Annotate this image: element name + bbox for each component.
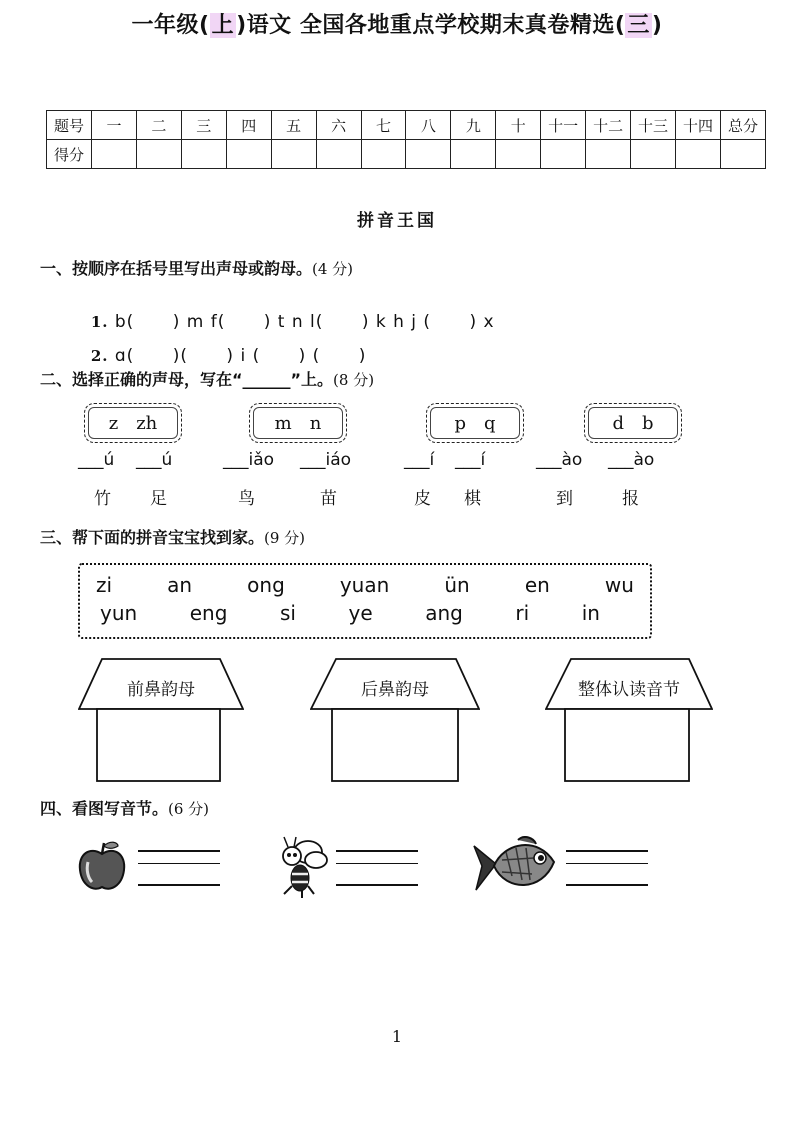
hanzi-char: 报 bbox=[622, 489, 639, 509]
pinyin-item[interactable]: an bbox=[167, 573, 193, 597]
row-label-number: 题号 bbox=[47, 111, 92, 140]
bee-icon bbox=[272, 834, 332, 900]
question-4-title: 四、看图写音节。(6 分) bbox=[40, 799, 210, 818]
answer-lines[interactable] bbox=[566, 850, 648, 886]
question-1-line-1: 1. b( ) m f( ) t n l( ) k h j ( ) x bbox=[90, 312, 495, 332]
hanzi-char: 鸟 bbox=[238, 489, 255, 509]
col-header: 五 bbox=[271, 111, 316, 140]
pinyin-item[interactable]: ün bbox=[444, 573, 470, 597]
score-cell[interactable] bbox=[181, 140, 226, 169]
hanzi-char: 竹 bbox=[94, 489, 111, 509]
blank-answer[interactable]: ___ào bbox=[608, 450, 655, 470]
option-scroll: d b bbox=[584, 403, 682, 443]
col-header: 四 bbox=[226, 111, 271, 140]
pinyin-box bbox=[78, 563, 652, 639]
score-cell[interactable] bbox=[720, 140, 765, 169]
pinyin-item[interactable]: zi bbox=[96, 573, 113, 597]
pinyin-item[interactable]: ang bbox=[425, 601, 463, 625]
score-table bbox=[46, 110, 766, 169]
pinyin-row-2 bbox=[100, 601, 600, 625]
col-header: 十三 bbox=[631, 111, 676, 140]
pinyin-item[interactable]: ong bbox=[247, 573, 285, 597]
pinyin-row-1 bbox=[96, 573, 634, 597]
question-2-title: 二、选择正确的声母，写在“______”上。(8 分) bbox=[40, 370, 375, 389]
blank-answer[interactable]: ___ú bbox=[78, 450, 115, 470]
house-label: 后鼻韵母 bbox=[361, 680, 429, 700]
answer-lines[interactable] bbox=[336, 850, 418, 886]
pinyin-item[interactable]: eng bbox=[189, 601, 228, 625]
blank-answer[interactable]: ___ào bbox=[536, 450, 583, 470]
house-label: 整体认读音节 bbox=[578, 680, 680, 700]
score-cell[interactable] bbox=[631, 140, 676, 169]
col-header: 总分 bbox=[720, 111, 765, 140]
score-table-header-row bbox=[47, 111, 766, 140]
score-cell[interactable] bbox=[406, 140, 451, 169]
score-cell[interactable] bbox=[675, 140, 720, 169]
blank-answer[interactable]: ___iáo bbox=[300, 450, 352, 470]
house-label: 前鼻韵母 bbox=[127, 680, 195, 700]
pinyin-item[interactable]: wu bbox=[604, 573, 634, 597]
page-title: 一年级(上)语文 全国各地重点学校期末真卷精选(三) bbox=[131, 13, 663, 38]
section-title: 拼音王国 bbox=[357, 211, 437, 231]
col-header: 八 bbox=[406, 111, 451, 140]
pinyin-item[interactable]: in bbox=[581, 601, 600, 625]
question-1-line-2: 2. ɑ( )( ) i ( ) ( ) bbox=[90, 346, 367, 366]
col-header: 二 bbox=[136, 111, 181, 140]
col-header: 十四 bbox=[675, 111, 720, 140]
col-header: 十一 bbox=[541, 111, 586, 140]
question-3-title: 三、帮下面的拼音宝宝找到家。(9 分) bbox=[40, 528, 306, 547]
pinyin-item[interactable]: en bbox=[524, 573, 550, 597]
pinyin-item[interactable]: yun bbox=[100, 601, 138, 625]
score-cell[interactable] bbox=[496, 140, 541, 169]
hanzi-char: 苗 bbox=[320, 489, 337, 509]
house-front-nasal[interactable] bbox=[78, 657, 244, 782]
blank-answer[interactable]: ___iǎo bbox=[223, 450, 275, 470]
col-header: 十 bbox=[496, 111, 541, 140]
hanzi-char: 到 bbox=[556, 489, 573, 509]
score-cell[interactable] bbox=[92, 140, 137, 169]
option-scroll: p q bbox=[426, 403, 524, 443]
blank-answer[interactable]: ___ú bbox=[136, 450, 173, 470]
pinyin-item[interactable]: yuan bbox=[339, 573, 390, 597]
col-header: 六 bbox=[316, 111, 361, 140]
col-header: 十二 bbox=[586, 111, 631, 140]
col-header: 三 bbox=[181, 111, 226, 140]
col-header: 一 bbox=[92, 111, 137, 140]
house-back-nasal[interactable] bbox=[310, 657, 480, 782]
apple-icon bbox=[76, 840, 128, 892]
row-label-score: 得分 bbox=[47, 140, 92, 169]
score-cell[interactable] bbox=[586, 140, 631, 169]
hanzi-char: 皮 bbox=[414, 489, 431, 509]
score-cell[interactable] bbox=[136, 140, 181, 169]
pinyin-item[interactable]: si bbox=[279, 601, 296, 625]
score-cell[interactable] bbox=[271, 140, 316, 169]
hanzi-char: 足 bbox=[150, 489, 167, 509]
house-whole-syllable[interactable] bbox=[545, 657, 713, 782]
answer-lines[interactable] bbox=[138, 850, 220, 886]
fish-icon bbox=[472, 836, 558, 896]
page-number: 1 bbox=[391, 1027, 403, 1046]
score-table-score-row bbox=[47, 140, 766, 169]
score-cell[interactable] bbox=[316, 140, 361, 169]
option-scroll: z zh bbox=[84, 403, 182, 443]
blank-answer[interactable]: ___í bbox=[404, 450, 435, 470]
pinyin-item[interactable]: ye bbox=[348, 601, 373, 625]
hanzi-char: 棋 bbox=[464, 489, 481, 509]
pinyin-item[interactable]: ri bbox=[515, 601, 530, 625]
question-1-title: 一、按顺序在括号里写出声母或韵母。(4 分) bbox=[40, 259, 354, 278]
option-scroll: m n bbox=[249, 403, 347, 443]
score-cell[interactable] bbox=[451, 140, 496, 169]
col-header: 七 bbox=[361, 111, 406, 140]
blank-answer[interactable]: ___í bbox=[455, 450, 486, 470]
score-cell[interactable] bbox=[226, 140, 271, 169]
col-header: 九 bbox=[451, 111, 496, 140]
score-cell[interactable] bbox=[361, 140, 406, 169]
score-cell[interactable] bbox=[541, 140, 586, 169]
